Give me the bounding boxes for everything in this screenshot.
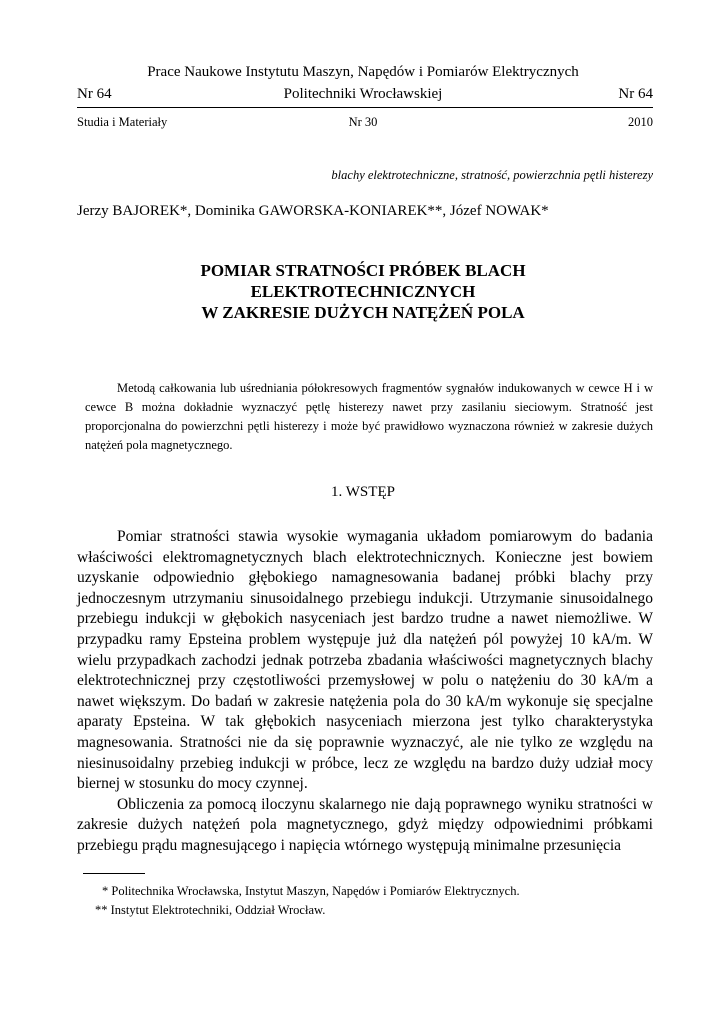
footnote-1: * Politechnika Wrocławska, Instytut Maszyn, Napędów i Pomiarów Elektrycznych. [102, 884, 520, 898]
header-divider [77, 107, 653, 108]
series-name: Studia i Materiały [77, 115, 168, 129]
publication-year: 2010 [628, 115, 653, 129]
journal-institution: Politechniki Wrocławskiej [283, 86, 443, 102]
paper-title [0, 260, 726, 323]
journal-number-right: Nr 64 [618, 86, 653, 102]
body-text [77, 527, 653, 857]
section-heading: 1. WSTĘP [331, 484, 395, 500]
footnote-2: ** Instytut Elektrotechniki, Oddział Wrocław. [95, 903, 326, 917]
keywords: blachy elektrotechniczne, stratność, powierzchnia pętli histerezy [331, 168, 653, 182]
issue-number: Nr 30 [348, 115, 378, 129]
paragraph-1: Pomiar stratności stawia wysokie wymagania układom pomiarowym do badania właściwości elektromagnetycznych blach elektrotechnicznych. Konieczne jest bowiem uzyskanie odpowiednio głębokiego namagnesowania badanej próbki blachy przy jednoczesnym utrzymaniu sinusoidalnego przebiegu indukcji. Utrzymanie sinusoidalnego przebiegu indukcji w głębokich nasyceniach jest bardzo trudne a nawet niemożliwe. W przypadku ramy Epsteina problem występuje już dla natężeń pól powyżej 10 kA/m. W wielu przypadkach zachodzi jednak potrzeba zbadania właściwości magnetycznych blachy elektrotechnicznej przy częstotliwości przemysłowej w polu o natężeniu do 30 kA/m a nawet większym. Do badań w zakresie natężenia pola do 30 kA/m wykonuje się specjalne aparaty Epsteina. W tak głębokich nasyceniach mierzona jest tylko charakterystyka magnesowania. Stratności nie da się poprawnie wyznaczyć, ale nie tylko ze względu na niesinusoidalny przebieg indukcji w próbce, lecz ze względu na bardzo duży udział mocy biernej w stosunku do mocy czynnej. [77, 528, 653, 793]
journal-title: Prace Naukowe Instytutu Maszyn, Napędów i Pomiarów Elektrycznych [147, 64, 579, 80]
title-line-3: W ZAKRESIE DUŻYCH NATĘŻEŃ POLA [201, 303, 525, 322]
footnote-divider [83, 873, 145, 874]
title-line-1: POMIAR STRATNOŚCI PRÓBEK BLACH [200, 261, 526, 280]
journal-number-left: Nr 64 [77, 86, 112, 102]
authors: Jerzy BAJOREK*, Dominika GAWORSKA-KONIAREK**, Józef NOWAK* [77, 203, 549, 219]
paragraph-2: Obliczenia za pomocą iloczynu skalarnego nie dają poprawnego wyniku stratności w zakresie dużych natężeń pola magnetycznego, gdyż między odpowiednimi próbkami przebiegu prądu magnesującego i napięcia wtórnego występują minimalne przesunięcia [77, 795, 653, 854]
abstract: Metodą całkowania lub uśredniania półokresowych fragmentów sygnałów indukowanych w cewce H i w cewce B można dokładnie wyznaczyć pętlę histerezy nawet przy zasilaniu sieciowym. Stratność jest proporcjonalna do powierzchni pętli histerezy i może być prawidłowo wyznaczona również w zakresie dużych natężeń pola magnetycznego. [85, 381, 653, 452]
title-line-2: ELEKTROTECHNICZNYCH [250, 282, 476, 301]
